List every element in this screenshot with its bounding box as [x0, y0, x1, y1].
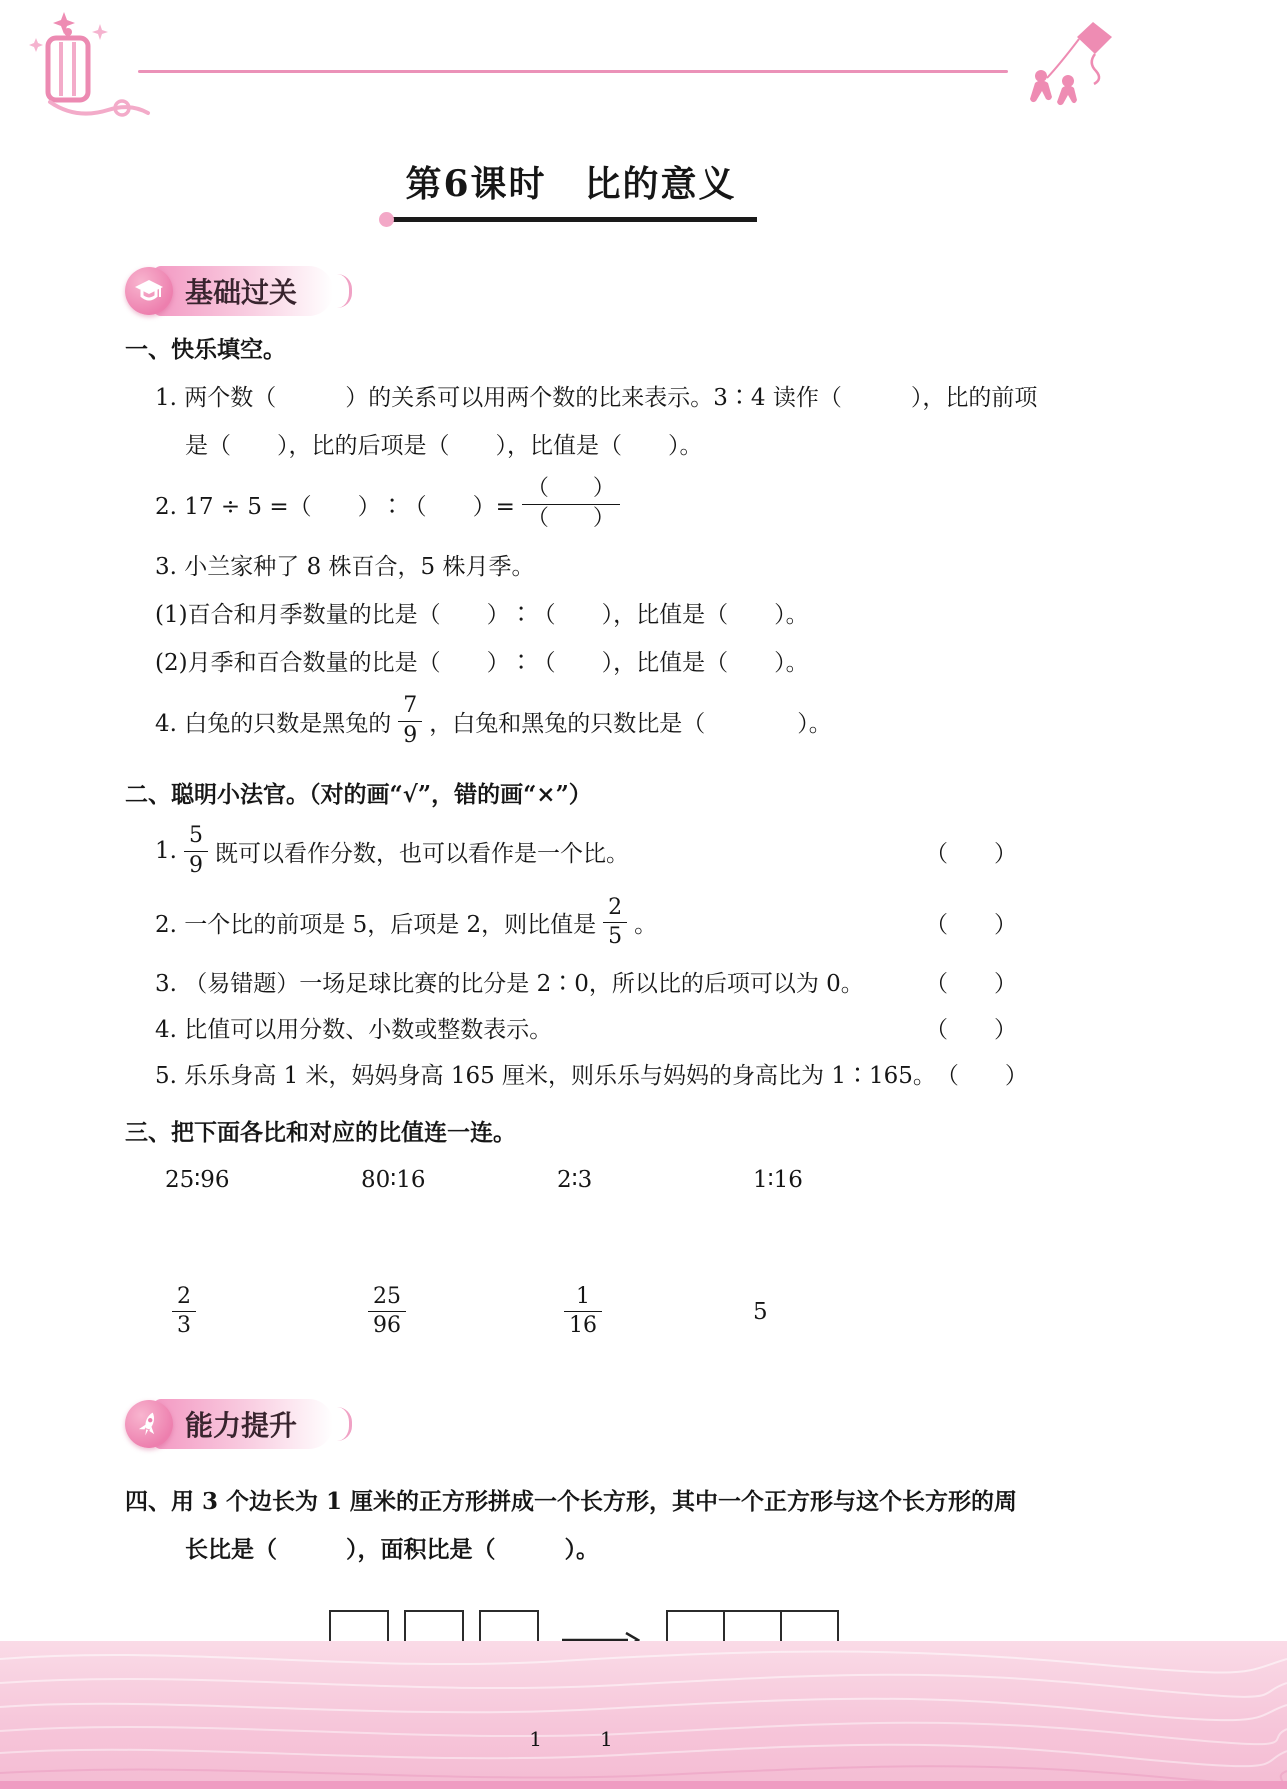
title-underline: [385, 217, 757, 222]
q1-item2-fraction: [522, 475, 620, 533]
fraction-numerator: 2: [608, 894, 623, 920]
q2-item3-text: 3. （易错题）一场足球比赛的比分是 2∶0，所以比的后项可以为 0。: [155, 970, 864, 997]
q4-line1: 四、用 3 个边长为 1 厘米的正方形拼成一个长方形，其中一个正方形与这个长方形的周: [125, 1487, 1018, 1515]
fraction-numerator: 2: [177, 1283, 191, 1309]
q1-item3-sub2: (2)月季和百合数量的比是（ ）∶（ ），比值是（ ）。: [155, 650, 809, 677]
q3-values-row: [165, 1283, 1017, 1341]
fraction-denominator: 96: [368, 1311, 406, 1341]
answer-bracket: （ ）: [925, 970, 1017, 997]
q2-item1-suffix: 既可以看作分数，也可以看作是一个比。: [214, 840, 629, 867]
q1-item4-prefix: 4. 白兔的只数是黑兔的: [155, 710, 392, 737]
badge-tail-decoration: [337, 1407, 352, 1441]
rocket-icon: [125, 1400, 173, 1448]
q2-item1-fraction: [184, 822, 208, 880]
q1-item2-text: 2. 17 ÷ 5 =（ ）∶（ ）=: [155, 493, 515, 520]
q1-heading: 一、快乐填空。: [125, 336, 286, 363]
ratio-item: 2∶3: [557, 1166, 593, 1193]
graduation-cap-icon: [125, 267, 173, 315]
worksheet-content: [125, 156, 1038, 1670]
value-item: [361, 1283, 557, 1341]
fraction-denominator: 9: [398, 721, 422, 751]
fraction-numerator: 5: [188, 823, 203, 849]
header-divider: [138, 70, 1008, 73]
value-item: 5: [753, 1298, 768, 1325]
q2-item3: [155, 965, 1017, 998]
q3-ratios-row: [165, 1167, 1017, 1193]
q3-heading: 三、把下面各比和对应的比值连一连。: [125, 1118, 516, 1146]
section-badge-basic-label: 基础过关: [153, 266, 333, 316]
kite-children-decoration: [1006, 18, 1118, 114]
page-number-left: 1: [529, 1727, 542, 1751]
fraction-denominator: （ ）: [522, 504, 620, 534]
page-title: 第6课时 比的意义: [405, 163, 737, 205]
q1-item3: 3. 小兰家种了 8 株百合，5 株月季。: [155, 554, 535, 581]
value-item: [557, 1283, 753, 1341]
q2-item2-prefix: 2. 一个比的前项是 5，后项是 2，则比值是: [155, 912, 597, 939]
q2-item1-prefix: 1.: [155, 838, 177, 865]
q2-heading: 二、聪明小法官。（对的画“√”，错的画“×”）: [125, 781, 592, 809]
fraction-numerator: 1: [576, 1283, 590, 1309]
value-fraction: [564, 1283, 602, 1341]
ratio-item: 25∶96: [165, 1166, 230, 1193]
q1-item1-line2: 是（ ），比的后项是（ ），比值是（ ）。: [185, 433, 703, 459]
q2-item5-text: 5. 乐乐身高 1 米，妈妈身高 165 厘米，则乐乐与妈妈的身高比为 1∶165。: [155, 1062, 936, 1089]
q1-item4: [155, 692, 1017, 750]
q2-item4-text: 4. 比值可以用分数、小数或整数表示。: [155, 1016, 553, 1043]
fraction-numerator: 25: [373, 1283, 401, 1309]
q2-item2: [155, 894, 1017, 952]
castle-flourish-decoration: [18, 4, 168, 126]
fraction-numerator: 7: [403, 693, 418, 719]
page-number-right: 1: [600, 1727, 613, 1751]
q2-item2-fraction: [603, 894, 627, 952]
q1-item4-suffix: ，白兔和黑兔的只数比是（ ）。: [429, 710, 832, 737]
fraction-denominator: 5: [603, 922, 627, 952]
q2-item1: [155, 822, 1017, 880]
ratio-item: 1∶16: [753, 1166, 803, 1193]
title-dot-decoration: [379, 212, 394, 227]
q4-line2: 长比是（ ），面积比是（ ）。: [185, 1535, 599, 1563]
q1-item2: [155, 475, 1017, 533]
ratio-item: 80∶16: [361, 1166, 426, 1193]
q1-item1-line1: 1. 两个数（ ）的关系可以用两个数的比来表示。3∶4 读作（ ），比的前项: [155, 385, 1038, 411]
footer-wave-band: [0, 1641, 1287, 1789]
answer-bracket: （ ）: [925, 1016, 1017, 1043]
section-badge-basic: [125, 266, 1017, 316]
q1-item4-fraction: [398, 692, 422, 750]
fraction-denominator: 3: [172, 1311, 196, 1341]
answer-bracket: （ ）: [925, 840, 1017, 867]
section-badge-advanced: [125, 1399, 1017, 1449]
page-numbers: [125, 1727, 1017, 1751]
fraction-numerator: （ ）: [526, 476, 615, 501]
section-badge-advanced-label: 能力提升: [153, 1399, 333, 1449]
q2-item4: [155, 1011, 1017, 1044]
value-fraction: [172, 1283, 196, 1341]
q2-item5: [155, 1057, 1028, 1090]
badge-tail-decoration: [337, 274, 352, 308]
answer-bracket: （ ）: [935, 1062, 1028, 1089]
fraction-denominator: 16: [564, 1311, 602, 1341]
value-item: [165, 1283, 361, 1341]
value-fraction: [368, 1283, 406, 1341]
q1-item3-sub1: (1)百合和月季数量的比是（ ）∶（ ），比值是（ ）。: [155, 602, 809, 629]
fraction-denominator: 9: [184, 851, 208, 881]
answer-bracket: （ ）: [925, 912, 1017, 939]
q2-item2-suffix: 。: [634, 912, 658, 939]
